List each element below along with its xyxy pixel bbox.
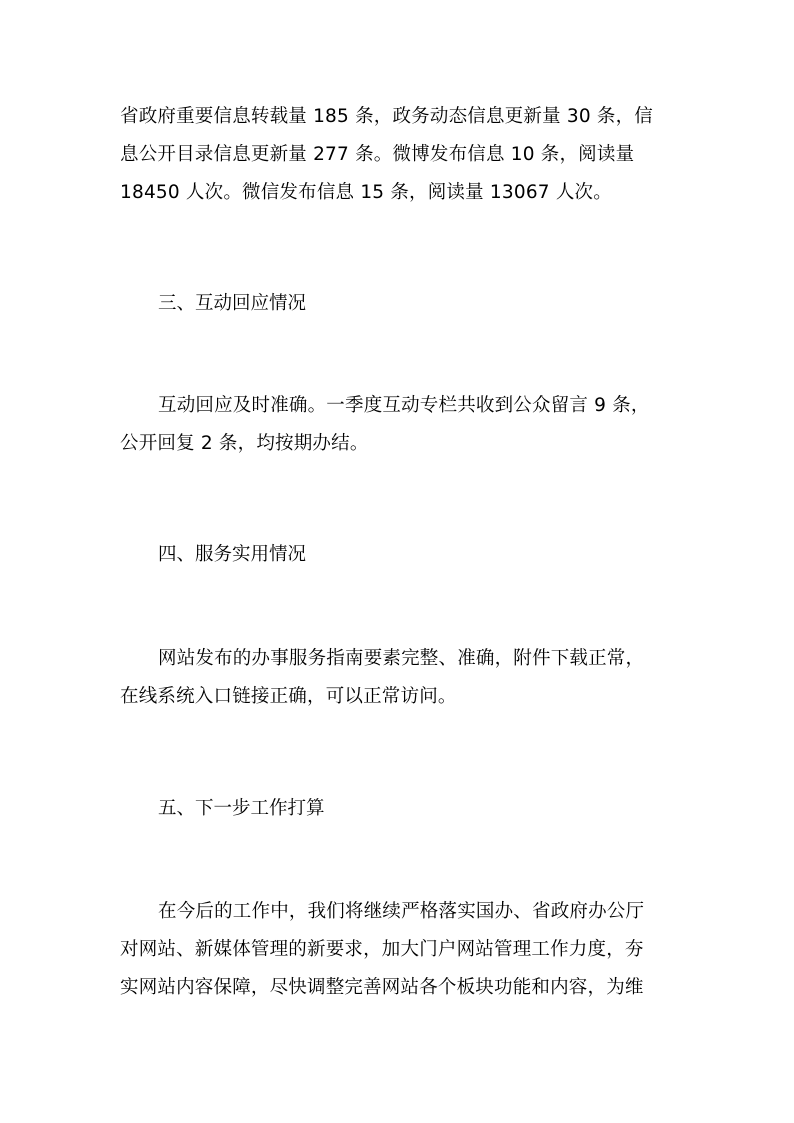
paragraph-line: 互动回应及时准确。一季度互动专栏共收到公众留言 9 条， [158,395,650,416]
paragraph-line: 在今后的工作中，我们将继续严格落实国办、省政府办公厅 [158,901,645,922]
paragraph-line: 实网站内容保障，尽快调整完善网站各个板块功能和内容，为维 [120,977,644,998]
paragraph-line: 公开回复 2 条，均按期办结。 [120,433,369,454]
paragraph-service [120,640,680,716]
paragraph-continued [120,98,680,212]
section-heading-service: 四、服务实用情况 [158,544,307,565]
paragraph-line: 对网站、新媒体管理的新要求，加大门户网站管理工作力度，夯 [120,939,644,960]
paragraph-interaction [120,387,680,463]
section-heading-interaction: 三、互动回应情况 [158,293,307,314]
paragraph-line: 18450 人次。微信发布信息 15 条，阅读量 13067 人次。 [120,182,612,203]
paragraph-line: 息公开目录信息更新量 277 条。微博发布信息 10 条，阅读量 [120,144,635,165]
section-heading-next-steps: 五、下一步工作打算 [158,798,325,819]
paragraph-next-steps [120,893,680,1007]
paragraph-line: 省政府重要信息转载量 185 条，政务动态信息更新量 30 条，信 [120,106,653,127]
paragraph-line: 网站发布的办事服务指南要素完整、准确，附件下载正常， [158,648,645,669]
paragraph-line: 在线系统入口链接正确，可以正常访问。 [120,686,457,707]
